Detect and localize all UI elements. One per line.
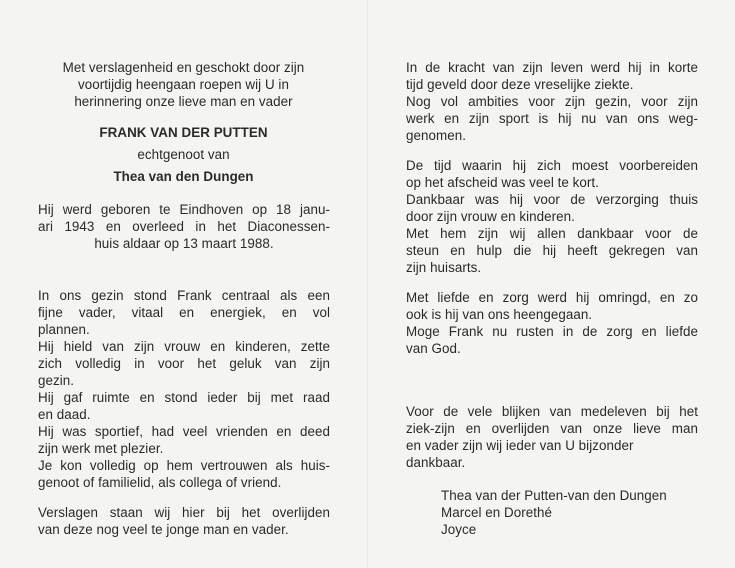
closing-line-2: van deze nog veel te jonge man en vader. bbox=[38, 522, 289, 537]
p1-line-3: Nog vol ambities voor zijn gezin, voor zijn bbox=[406, 94, 698, 109]
spouse-label: echtgenoot van bbox=[137, 147, 230, 162]
closing-line-1: Verslagen staan wij hier bij het overlijden bbox=[38, 505, 330, 520]
card-fold bbox=[367, 0, 369, 568]
birth-line-2: ari 1943 en overleed in het Diaconessen- bbox=[38, 219, 330, 234]
body-line-10: zijn werk met plezier. bbox=[38, 441, 164, 456]
p3-line-4: van God. bbox=[406, 341, 461, 356]
p3-line-1: Met liefde en zorg werd hij omringd, en zo bbox=[406, 290, 698, 305]
body-line-2: fijne vader, vitaal en energiek, en vol bbox=[38, 305, 330, 320]
body-line-6: gezin. bbox=[38, 373, 75, 388]
p1-line-5: genomen. bbox=[406, 128, 466, 143]
body-line-11: Je kon volledig op hem vertrouwen als huis- bbox=[38, 458, 330, 473]
p1-line-2: tijd geveld door deze vreselijke ziekte. bbox=[406, 77, 634, 92]
signature-line-1: Thea van der Putten-van den Dungen bbox=[441, 488, 667, 503]
p2-line-7: zijn huisarts. bbox=[406, 260, 482, 275]
p4-line-2: ziek-zijn en overlijden van onze lieve man bbox=[406, 421, 698, 436]
body-line-9: Hij was sportief, had veel vrienden en deed bbox=[38, 424, 330, 439]
intro-line-3: herinnering onze lieve man en vader bbox=[74, 94, 293, 109]
p4-line-1: Voor de vele blijken van medeleven bij het bbox=[406, 404, 698, 419]
body-line-4: Hij hield van zijn vrouw en kinderen, zette bbox=[38, 339, 330, 354]
p2-line-2: op het afscheid was veel te kort. bbox=[406, 175, 599, 190]
body-line-1: In ons gezin stond Frank centraal als een bbox=[38, 288, 330, 303]
body-line-7: Hij gaf ruimte en stond ieder bij met raad bbox=[38, 390, 330, 405]
p2-line-5: Met hem zijn wij allen dankbaar voor de bbox=[406, 226, 698, 241]
p2-line-4: door zijn vrouw en kinderen. bbox=[406, 209, 575, 224]
p3-line-3: Moge Frank nu rusten in de zorg en liefde bbox=[406, 324, 698, 339]
deceased-name: FRANK VAN DER PUTTEN bbox=[99, 125, 268, 140]
signature-line-3: Joyce bbox=[441, 522, 477, 537]
signature-line-2: Marcel en Dorethé bbox=[441, 505, 553, 520]
body-line-12: genoot of familielid, als collega of vriend. bbox=[38, 475, 282, 490]
p1-line-4: werk en zijn sport is hij nu van ons weg- bbox=[406, 111, 698, 126]
birth-line-3: huis aldaar op 13 maart 1988. bbox=[94, 236, 274, 251]
birth-line-1: Hij werd geboren te Eindhoven op 18 janu- bbox=[38, 202, 330, 217]
intro-line-1: Met verslagenheid en geschokt door zijn bbox=[62, 60, 305, 75]
intro-line-2: voortijdig heengaan roepen wij U in bbox=[78, 77, 289, 92]
p4-line-4: dankbaar. bbox=[406, 455, 466, 470]
p1-line-1: In de kracht van zijn leven werd hij in korte bbox=[406, 60, 698, 75]
p2-line-1: De tijd waarin hij zich moest voorbereiden bbox=[406, 158, 698, 173]
body-line-3: plannen. bbox=[38, 322, 90, 337]
body-line-5: zich volledig in voor het geluk van zijn bbox=[38, 356, 330, 371]
p3-line-2: ook is hij van ons heengegaan. bbox=[406, 307, 593, 322]
p2-line-3: Dankbaar was hij voor de verzorging thuis bbox=[406, 192, 698, 207]
body-line-8: en daad. bbox=[38, 407, 91, 422]
spouse-name: Thea van den Dungen bbox=[113, 169, 254, 184]
p4-line-3: en vader zijn wij ieder van U bijzonder bbox=[406, 438, 634, 453]
p2-line-6: steun en hulp die hij heeft gekregen van bbox=[406, 243, 698, 258]
